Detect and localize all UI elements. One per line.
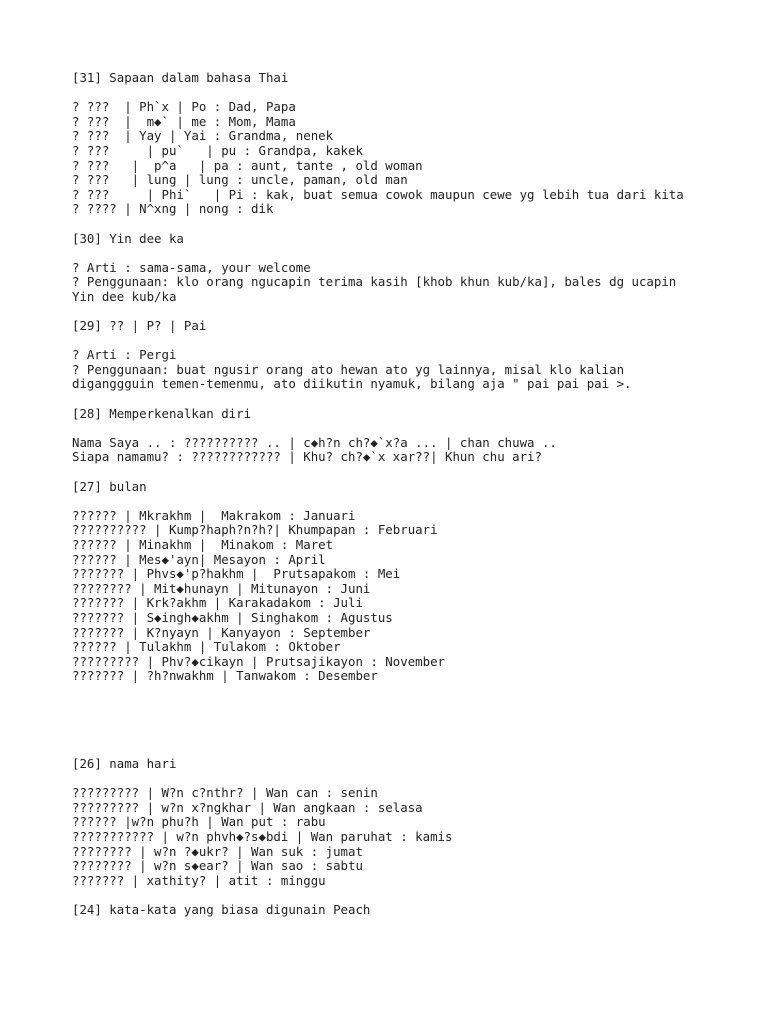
text-line: ? Penggunaan: buat ngusir orang ato hewan ato yg lainnya, misal klo kalian (72, 361, 625, 377)
section-heading: [29] ?? | P? | Pai (72, 318, 207, 334)
text-line: ?????? |w?n phu?h | Wan put : rabu (72, 814, 326, 830)
text-line: ? ??? | Ph`x | Po : Dad, Papa (72, 99, 296, 115)
text-line: ?????????? | Kump?haph?n?h?| Khumpapan : Februari (72, 522, 438, 538)
text-line: ??????? | K?nyayn | Kanyayon : September (72, 624, 371, 640)
section-heading: [27] bulan (72, 478, 147, 494)
text-line: Nama Saya .. : ?????????? .. | c◆h?n ch?◆`x?a ... | chan chuwa .. (72, 434, 557, 450)
text-line: ? ???? | N^xng | nong : dik (72, 201, 274, 217)
text-line: ??????? | xathity? | atit : minggu (72, 872, 326, 888)
text-line: ???????? | Mit◆hunayn | Mitunayon : Juni (72, 580, 371, 596)
text-line: ??????????? | w?n phvh◆?s◆bdi | Wan paruhat : kamis (72, 828, 453, 844)
text-line: ? ??? | Yay | Yai : Grandma, nenek (72, 128, 334, 144)
document-body (72, 71, 752, 917)
text-line: Yin dee kub/ka (72, 288, 177, 304)
text-line: diganggguin temen-temenmu, ato diikutin nyamuk, bilang aja " pai pai pai >. (72, 376, 632, 392)
text-line: ?????? | Mes◆'ayn| Mesayon : April (72, 551, 326, 567)
text-line: ? Arti : sama-sama, your welcome (72, 259, 311, 275)
section-heading: [31] Sapaan dalam bahasa Thai (72, 70, 289, 85)
text-line: ? Penggunaan: klo orang ngucapin terima kasih [khob khun kub/ka], bales dg ucapin (72, 274, 677, 290)
section-heading: [30] Yin dee ka (72, 230, 184, 246)
text-line: ??????? | Phvs◆'p?hakhm | Prutsapakom : Mei (72, 566, 401, 582)
text-line: Siapa namamu? : ???????????? | Khu? ch?◆`x xar??| Khun chu ari? (72, 449, 542, 465)
section-heading: [28] Memperkenalkan diri (72, 405, 252, 421)
text-line: ????????? | W?n c?nthr? | Wan can : senin (72, 785, 378, 801)
text-line: ? ??? | m◆` | me : Mom, Mama (72, 113, 296, 129)
section-heading: [24] kata-kata yang biasa digunain Peach (72, 901, 371, 917)
text-line: ? Arti : Pergi (72, 347, 177, 363)
text-line: ????????? | w?n x?ngkhar | Wan angkaan : selasa (72, 799, 423, 815)
text-line: ???????? | w?n ?◆ukr? | Wan suk : jumat (72, 843, 363, 859)
text-line: ? ??? | pu` | pu : Grandpa, kakek (72, 142, 363, 158)
text-line: ??????? | ?h?nwakhm | Tanwakom : Desember (72, 668, 378, 684)
text-line: ?????? | Minakhm | Minakom : Maret (72, 537, 334, 552)
text-line: ?????? | Tulakhm | Tulakom : Oktober (72, 639, 341, 655)
text-line: ???????? | w?n s◆ear? | Wan sao : sabtu (72, 858, 363, 874)
text-line: ? ??? | Phi` | Pi : kak, buat semua cowok maupun cewe yg lebih tua dari kita (72, 186, 684, 202)
section-heading: [26] nama hari (72, 755, 177, 771)
text-line: ? ??? | p^a | pa : aunt, tante , old woman (72, 157, 423, 173)
text-line: ? ??? | lung | lung : uncle, paman, old man (72, 172, 408, 188)
text-line: ????????? | Phv?◆cikayn | Prutsajikayon : November (72, 653, 445, 669)
text-line: ??????? | S◆ingh◆akhm | Singhakom : Agustus (72, 609, 393, 625)
text-line: ??????? | Krk?akhm | Karakadakom : Juli (72, 595, 363, 611)
text-line: ?????? | Mkrakhm | Makrakom : Januari (72, 507, 356, 523)
